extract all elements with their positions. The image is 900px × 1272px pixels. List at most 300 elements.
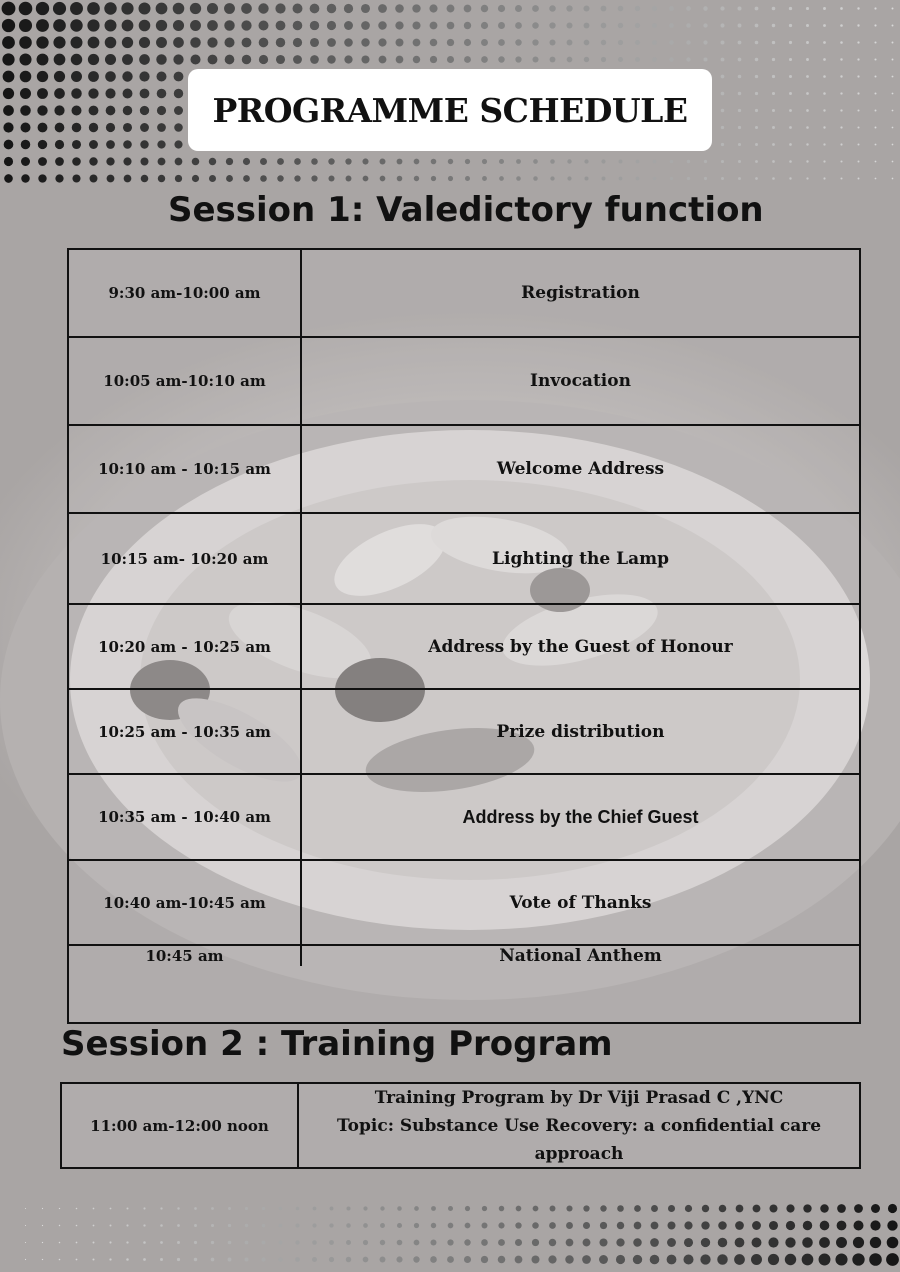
halftone-dot (208, 55, 218, 65)
halftone-dot (806, 24, 809, 27)
halftone-dot (840, 75, 842, 77)
halftone-dot (160, 1224, 163, 1227)
halftone-dot (755, 126, 758, 129)
halftone-dot (772, 109, 775, 112)
halftone-dot (3, 71, 15, 83)
halftone-dot (3, 122, 13, 132)
halftone-dot (109, 1241, 111, 1243)
halftone-dot (72, 157, 81, 166)
halftone-dot (772, 177, 775, 180)
halftone-dot (857, 109, 859, 111)
halftone-dot (870, 1237, 881, 1248)
halftone-dot (737, 6, 741, 10)
halftone-dot (447, 56, 454, 63)
halftone-dot (584, 57, 589, 62)
halftone-dot (670, 160, 674, 164)
halftone-dot (194, 1224, 197, 1227)
halftone-dot (362, 158, 368, 164)
halftone-dot (310, 55, 319, 64)
halftone-dot (448, 1223, 454, 1229)
halftone-dot (752, 1221, 761, 1230)
halftone-dot (619, 177, 623, 181)
halftone-dot (465, 1223, 471, 1229)
halftone-dot (37, 105, 47, 115)
halftone-dot (2, 36, 15, 49)
halftone-dot (600, 1205, 606, 1211)
halftone-dot (328, 175, 334, 181)
halftone-dot (89, 157, 97, 165)
halftone-dot (869, 1253, 882, 1266)
halftone-dot (211, 1241, 214, 1244)
halftone-dot (207, 37, 217, 47)
halftone-dot (533, 159, 538, 164)
halftone-dot (857, 75, 859, 77)
halftone-dot (2, 53, 14, 65)
halftone-dot (275, 3, 285, 13)
halftone-dot (686, 23, 691, 28)
halftone-dot (105, 54, 116, 65)
halftone-dot (653, 160, 657, 164)
halftone-dot (721, 58, 725, 62)
halftone-dot (481, 1256, 488, 1263)
halftone-dot (71, 105, 81, 115)
halftone-dot (378, 4, 387, 13)
halftone-dot (601, 159, 605, 163)
halftone-dot (126, 1224, 128, 1226)
halftone-dot (313, 1207, 317, 1211)
halftone-dot (122, 71, 132, 81)
halftone-dot (720, 6, 724, 10)
halftone-dot (311, 175, 317, 181)
halftone-dot (738, 75, 742, 79)
halftone-dot (243, 175, 250, 182)
halftone-dot (53, 36, 65, 48)
halftone-dot (803, 1204, 811, 1212)
halftone-dot (852, 1253, 864, 1265)
halftone-dot (156, 20, 167, 31)
halftone-dot (430, 1256, 437, 1263)
halftone-dot (802, 1237, 813, 1248)
halftone-dot (840, 7, 843, 10)
halftone-dot (279, 1224, 283, 1228)
halftone-dot (127, 1208, 129, 1210)
halftone-dot (194, 1258, 197, 1261)
time-cell: 10:40 am-10:45 am (69, 861, 302, 944)
halftone-dot (211, 1207, 214, 1210)
halftone-dot (293, 4, 303, 14)
halftone-dot (143, 1258, 146, 1261)
halftone-dot (123, 89, 133, 99)
halftone-dot (72, 123, 82, 133)
halftone-dot (156, 3, 168, 15)
halftone-dot (686, 6, 691, 11)
halftone-dot (157, 106, 166, 115)
halftone-dot (139, 54, 150, 65)
halftone-dot (721, 177, 724, 180)
halftone-dot (141, 175, 149, 183)
halftone-dot (584, 159, 588, 163)
halftone-dot (395, 4, 404, 13)
halftone-dot (874, 24, 876, 26)
halftone-dot (616, 1238, 624, 1246)
halftone-dot (892, 8, 894, 10)
halftone-dot (327, 21, 336, 30)
halftone-dot (755, 75, 758, 78)
halftone-dot (295, 1240, 299, 1244)
halftone-dot (412, 21, 420, 29)
halftone-dot (634, 1222, 642, 1230)
halftone-dot (310, 21, 319, 30)
halftone-dot (105, 71, 116, 82)
halftone-dot (139, 37, 150, 48)
halftone-dot (192, 158, 200, 166)
halftone-dot (38, 140, 47, 149)
halftone-dot (806, 41, 809, 44)
halftone-dot (840, 109, 842, 111)
halftone-dot (59, 1259, 61, 1261)
halftone-dot (532, 5, 539, 12)
halftone-dot (772, 160, 775, 163)
halftone-dot (633, 1255, 642, 1264)
halftone-dot (755, 41, 759, 45)
halftone-dot (71, 71, 82, 82)
halftone-dot (105, 20, 117, 32)
halftone-dot (361, 55, 369, 63)
halftone-dot (669, 57, 673, 61)
halftone-dot (566, 5, 572, 11)
halftone-dot (464, 22, 471, 29)
halftone-dot (192, 175, 199, 182)
halftone-dot (70, 2, 83, 15)
halftone-dot (42, 1259, 43, 1260)
halftone-dot (177, 1207, 179, 1209)
halftone-dot (549, 1222, 556, 1229)
halftone-dot (228, 1241, 232, 1245)
halftone-dot (380, 1206, 384, 1210)
halftone-dot (635, 40, 640, 45)
halftone-dot (107, 175, 115, 183)
halftone-dot (4, 174, 13, 183)
halftone-dot (140, 89, 150, 99)
halftone-dot (515, 1222, 521, 1228)
table-row (69, 861, 859, 946)
halftone-dot (837, 1204, 846, 1213)
halftone-dot (702, 1205, 709, 1212)
halftone-dot (279, 1207, 282, 1210)
halftone-dot (38, 157, 47, 166)
table-row (69, 338, 859, 426)
halftone-dot (601, 40, 606, 45)
halftone-dot (857, 143, 859, 145)
halftone-dot (755, 24, 759, 28)
halftone-dot (380, 1257, 386, 1263)
halftone-dot (532, 1256, 540, 1264)
halftone-dot (687, 160, 690, 163)
halftone-dot (19, 19, 32, 32)
halftone-dot (174, 140, 182, 148)
halftone-dot (190, 54, 200, 64)
halftone-dot (516, 176, 521, 181)
halftone-dot (652, 57, 657, 62)
halftone-dot (892, 110, 894, 112)
halftone-dot (42, 1208, 43, 1209)
halftone-dot (414, 1240, 420, 1246)
halftone-dot (363, 1240, 368, 1245)
halftone-dot (481, 22, 488, 29)
halftone-dot (858, 161, 860, 163)
halftone-dot (768, 1254, 779, 1265)
halftone-dot (173, 20, 184, 31)
halftone-dot (874, 75, 876, 77)
halftone-dot (59, 1208, 60, 1209)
halftone-dot (160, 1258, 163, 1261)
halftone-dot (482, 176, 487, 181)
halftone-dot (344, 38, 353, 47)
halftone-dot (567, 40, 573, 46)
halftone-dot (738, 41, 742, 45)
halftone-dot (686, 57, 690, 61)
halftone-dot (311, 158, 318, 165)
halftone-dot (652, 23, 657, 28)
halftone-dot (174, 123, 183, 132)
halftone-dot (329, 1257, 334, 1262)
halftone-dot (106, 123, 115, 132)
halftone-dot (667, 1238, 676, 1247)
halftone-dot (293, 55, 302, 64)
halftone-dot (481, 56, 488, 63)
halftone-dot (71, 54, 82, 65)
halftone-dot (54, 71, 65, 82)
halftone-dot (361, 4, 370, 13)
halftone-dot (772, 58, 775, 61)
halftone-dot (413, 56, 420, 63)
halftone-dot (242, 55, 251, 64)
halftone-dot (76, 1259, 78, 1261)
halftone-dot (684, 1238, 693, 1247)
halftone-dot (755, 160, 758, 163)
time-cell: 11:00 am-12:00 noon (62, 1084, 299, 1167)
halftone-dot (858, 178, 860, 180)
halftone-dot (55, 174, 63, 182)
halftone-dot (683, 1254, 693, 1264)
halftone-dot (295, 1257, 300, 1262)
halftone-dot (704, 177, 707, 180)
halftone-dot (892, 144, 894, 146)
halftone-dot (755, 7, 759, 11)
halftone-dot (294, 158, 301, 165)
halftone-dot (669, 40, 674, 45)
halftone-dot (687, 177, 690, 180)
halftone-dot (806, 126, 809, 129)
halftone-dot (857, 7, 859, 9)
halftone-dot (430, 39, 438, 47)
halftone-dot (244, 1257, 248, 1261)
halftone-dot (619, 160, 623, 164)
halftone-dot (549, 1239, 556, 1246)
halftone-dot (21, 174, 30, 183)
halftone-dot (789, 41, 792, 44)
halftone-dot (42, 1225, 43, 1226)
halftone-dot (123, 123, 132, 132)
halftone-dot (363, 1206, 367, 1210)
halftone-dot (854, 1221, 864, 1231)
halftone-dot (802, 1254, 814, 1266)
halftone-dot (836, 1237, 847, 1248)
halftone-dot (38, 123, 48, 133)
halftone-dot (482, 159, 487, 164)
halftone-dot (721, 126, 724, 129)
halftone-dot (53, 19, 66, 32)
halftone-dot (328, 158, 334, 164)
halftone-dot (397, 176, 403, 182)
halftone-dot (397, 1206, 402, 1211)
session1-heading: Session 1: Valedictory function (168, 190, 764, 230)
halftone-dot (87, 19, 99, 31)
halftone-dot (498, 22, 505, 29)
halftone-dot (140, 157, 148, 165)
halftone-dot (785, 1237, 795, 1247)
halftone-dot (140, 106, 149, 115)
halftone-dot (173, 37, 184, 48)
halftone-dot (668, 1205, 675, 1212)
halftone-dot (4, 140, 14, 150)
halftone-dot (617, 1222, 624, 1229)
halftone-dot (753, 1205, 761, 1213)
halftone-dot (892, 127, 894, 129)
halftone-dot (616, 1255, 625, 1264)
halftone-dot (224, 3, 235, 14)
halftone-dot (177, 1241, 180, 1244)
halftone-dot (110, 1208, 112, 1210)
table-row (69, 250, 859, 338)
halftone-dot (823, 126, 825, 128)
event-cell: National Anthem (499, 946, 662, 966)
halftone-dot (550, 57, 556, 63)
table-row (69, 775, 859, 861)
halftone-dot (346, 1206, 350, 1210)
halftone-dot (532, 1222, 539, 1229)
halftone-dot (769, 1204, 777, 1212)
halftone-dot (549, 22, 555, 28)
halftone-dot (498, 56, 504, 62)
halftone-dot (54, 88, 65, 99)
halftone-dot (345, 158, 351, 164)
halftone-dot (259, 55, 268, 64)
halftone-dot (174, 106, 183, 115)
halftone-dot (90, 175, 98, 183)
event-cell: Address by the Chief Guest (462, 806, 699, 827)
halftone-dot (875, 93, 877, 95)
halftone-dot (735, 1221, 744, 1230)
halftone-dot (892, 161, 894, 163)
halftone-dot (312, 1240, 317, 1245)
halftone-dot (806, 92, 809, 95)
halftone-dot (565, 1255, 573, 1263)
halftone-dot (498, 1222, 504, 1228)
halftone-dot (772, 143, 775, 146)
halftone-dot (276, 38, 285, 47)
halftone-dot (549, 39, 555, 45)
halftone-dot (888, 1204, 897, 1213)
halftone-dot (228, 1224, 231, 1227)
halftone-dot (718, 1238, 728, 1248)
halftone-dot (2, 2, 16, 16)
halftone-dot (806, 75, 809, 78)
halftone-dot (874, 58, 876, 60)
halftone-dot (840, 143, 842, 145)
halftone-dot (636, 160, 640, 164)
halftone-dot (651, 1222, 659, 1230)
halftone-dot (194, 1241, 197, 1244)
halftone-dot (635, 57, 640, 62)
event-cell: Welcome Address (496, 459, 665, 479)
halftone-dot (310, 38, 319, 47)
halftone-dot (53, 2, 66, 15)
halftone-dot (157, 140, 165, 148)
halftone-dot (635, 23, 640, 28)
halftone-dot (772, 7, 776, 11)
table-row (69, 946, 859, 966)
halftone-dot (70, 19, 82, 31)
halftone-dot (857, 41, 859, 43)
halftone-dot (566, 22, 572, 28)
halftone-dot (190, 3, 201, 14)
halftone-dot (735, 1238, 745, 1248)
halftone-dot (703, 57, 707, 61)
halftone-dot (736, 1205, 744, 1213)
halftone-dot (293, 21, 303, 31)
halftone-dot (277, 158, 284, 165)
halftone-dot (93, 1225, 95, 1227)
halftone-dot (448, 159, 453, 164)
event-cell: Vote of Thanks (509, 892, 652, 913)
halftone-dot (840, 126, 842, 128)
halftone-dot (499, 1206, 504, 1211)
halftone-dot (160, 1241, 163, 1244)
halftone-dot (789, 58, 792, 61)
halftone-dot (228, 1258, 232, 1262)
halftone-dot (738, 126, 741, 129)
halftone-dot (892, 76, 894, 78)
halftone-dot (700, 1254, 710, 1264)
halftone-dot (174, 89, 183, 98)
halftone-dot (887, 1220, 897, 1230)
halftone-dot (875, 127, 877, 129)
halftone-dot (76, 1242, 78, 1244)
halftone-dot (717, 1254, 728, 1265)
halftone-dot (550, 159, 555, 164)
halftone-dot (25, 1208, 26, 1209)
halftone-dot (548, 1255, 556, 1263)
halftone-dot (703, 6, 707, 10)
training-title: Training Program by Dr Viji Prasad C ,YNC (374, 1087, 784, 1108)
halftone-dot (414, 1223, 419, 1228)
halftone-dot (738, 92, 741, 95)
halftone-dot (327, 4, 336, 13)
halftone-dot (634, 1205, 641, 1212)
halftone-dot (344, 21, 353, 30)
halftone-dot (651, 1205, 658, 1212)
halftone-dot (126, 1241, 128, 1243)
halftone-dot (840, 160, 842, 162)
event-cell (299, 1084, 859, 1167)
halftone-dot (447, 1256, 454, 1263)
halftone-dot (294, 175, 300, 181)
halftone-dot (875, 178, 877, 180)
halftone-dot (823, 24, 826, 27)
halftone-dot (25, 1225, 26, 1226)
halftone-dot (653, 177, 657, 181)
